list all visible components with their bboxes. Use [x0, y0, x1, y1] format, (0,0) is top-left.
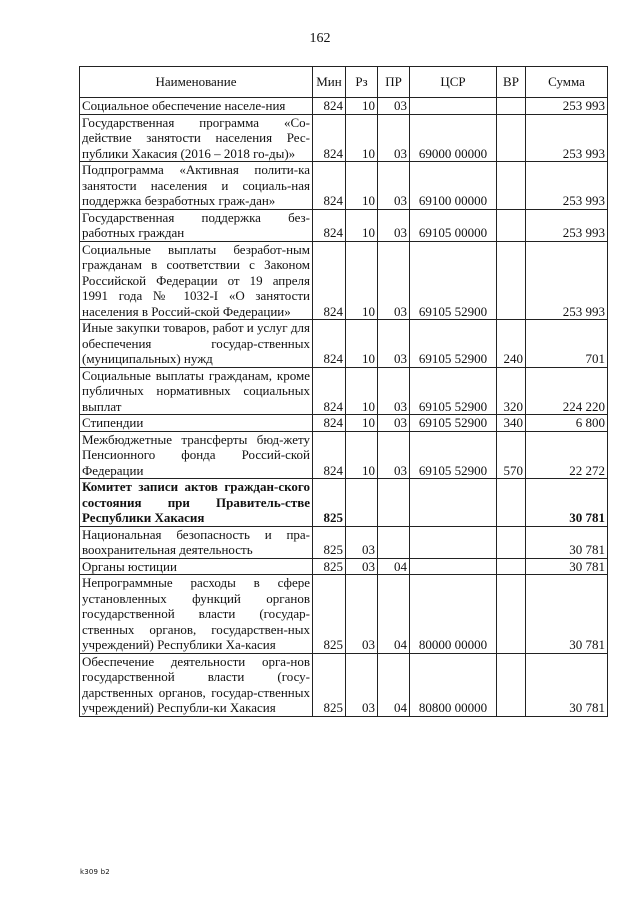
row-min: 824 [313, 114, 346, 162]
row-name: Национальная безопасность и пра-воохранительная деятельность [80, 526, 313, 558]
row-csr: 69105 52900 [410, 241, 497, 320]
row-rz: 03 [346, 558, 378, 575]
table-row [80, 367, 608, 415]
row-vr [497, 98, 526, 115]
row-vr [497, 653, 526, 716]
row-sum: 30 781 [526, 526, 608, 558]
row-name: Стипендии [80, 415, 313, 432]
row-min: 825 [313, 479, 346, 527]
row-sum: 253 993 [526, 241, 608, 320]
row-min: 824 [313, 98, 346, 115]
row-name: Иные закупки товаров, работ и услуг для обеспечения государ-ственных (муниципальных) нужд [80, 320, 313, 368]
row-sum: 22 272 [526, 431, 608, 479]
header-name: Наименование [80, 67, 313, 98]
row-pr: 03 [378, 415, 410, 432]
row-rz: 10 [346, 241, 378, 320]
row-rz: 10 [346, 431, 378, 479]
row-min: 824 [313, 367, 346, 415]
row-pr: 03 [378, 320, 410, 368]
row-rz: 10 [346, 114, 378, 162]
row-vr [497, 575, 526, 654]
row-csr: 80000 00000 [410, 575, 497, 654]
row-min: 825 [313, 558, 346, 575]
table-row [80, 209, 608, 241]
footer-code: k309 b2 [80, 868, 110, 876]
row-csr [410, 558, 497, 575]
row-name: Социальное обеспечение населе-ния [80, 98, 313, 115]
row-vr [497, 209, 526, 241]
row-sum: 701 [526, 320, 608, 368]
row-name: Государственная программа «Со-действие занятости населения Рес-публики Хакасия (2016 – 2018 го-ды)» [80, 114, 313, 162]
row-name: Непрограммные расходы в сфере установленных функций органов государственной власти (государ-ственных органов, государствен-ных учреждений) Республики Ха-касия [80, 575, 313, 654]
table-row [80, 320, 608, 368]
row-rz: 10 [346, 415, 378, 432]
row-name: Органы юстиции [80, 558, 313, 575]
header-pr: ПР [378, 67, 410, 98]
budget-table [79, 66, 608, 717]
row-pr [378, 526, 410, 558]
row-name: Социальные выплаты гражданам, кроме публичных нормативных социальных выплат [80, 367, 313, 415]
row-vr [497, 241, 526, 320]
row-pr: 03 [378, 114, 410, 162]
row-name: Межбюджетные трансферты бюд-жету Пенсионного фонда Россий-ской Федерации [80, 431, 313, 479]
row-min: 825 [313, 575, 346, 654]
table-row [80, 114, 608, 162]
row-pr: 04 [378, 558, 410, 575]
row-rz [346, 479, 378, 527]
table-row [80, 558, 608, 575]
row-pr: 04 [378, 653, 410, 716]
row-rz: 10 [346, 98, 378, 115]
row-min: 824 [313, 162, 346, 210]
table-row [80, 575, 608, 654]
row-pr: 03 [378, 431, 410, 479]
row-rz: 10 [346, 162, 378, 210]
row-sum: 253 993 [526, 162, 608, 210]
row-sum: 30 781 [526, 575, 608, 654]
row-rz: 03 [346, 526, 378, 558]
row-vr: 570 [497, 431, 526, 479]
row-csr: 69105 52900 [410, 415, 497, 432]
row-pr: 03 [378, 209, 410, 241]
row-sum: 6 800 [526, 415, 608, 432]
row-vr: 320 [497, 367, 526, 415]
row-name: Комитет записи актов граждан-ского состояния при Правитель-стве Республики Хакасия [80, 479, 313, 527]
row-vr [497, 162, 526, 210]
row-rz: 10 [346, 367, 378, 415]
row-vr [497, 558, 526, 575]
table-row [80, 653, 608, 716]
row-rz: 10 [346, 320, 378, 368]
row-rz: 10 [346, 209, 378, 241]
header-min: Мин [313, 67, 346, 98]
row-sum: 253 993 [526, 98, 608, 115]
row-min: 824 [313, 431, 346, 479]
table-row [80, 431, 608, 479]
row-name: Подпрограмма «Активная полити-ка занятости населения и социаль-ная поддержка безработных граж-дан» [80, 162, 313, 210]
row-min: 825 [313, 653, 346, 716]
header-sum: Сумма [526, 67, 608, 98]
row-name: Обеспечение деятельности орга-нов государственной власти (госу-дарственных органов, государ-ственных учреждений) Республи-ки Хакасия [80, 653, 313, 716]
header-rz: Рз [346, 67, 378, 98]
row-sum: 30 781 [526, 653, 608, 716]
row-vr [497, 526, 526, 558]
row-csr: 80800 00000 [410, 653, 497, 716]
row-pr: 03 [378, 241, 410, 320]
row-pr: 03 [378, 162, 410, 210]
row-rz: 03 [346, 653, 378, 716]
page-number: 162 [309, 31, 331, 46]
header-csr: ЦСР [410, 67, 497, 98]
table-row [80, 479, 608, 527]
row-min: 824 [313, 415, 346, 432]
table-row [80, 241, 608, 320]
row-csr: 69000 00000 [410, 114, 497, 162]
row-vr: 240 [497, 320, 526, 368]
row-csr: 69105 52900 [410, 320, 497, 368]
row-min: 824 [313, 209, 346, 241]
row-csr [410, 526, 497, 558]
row-vr [497, 479, 526, 527]
row-sum: 253 993 [526, 114, 608, 162]
table-row [80, 98, 608, 115]
row-pr: 04 [378, 575, 410, 654]
row-sum: 224 220 [526, 367, 608, 415]
row-min: 825 [313, 526, 346, 558]
row-csr: 69105 52900 [410, 431, 497, 479]
row-csr: 69105 00000 [410, 209, 497, 241]
row-pr: 03 [378, 98, 410, 115]
row-sum: 30 781 [526, 558, 608, 575]
row-min: 824 [313, 241, 346, 320]
row-sum: 30 781 [526, 479, 608, 527]
row-pr [378, 479, 410, 527]
row-vr: 340 [497, 415, 526, 432]
table-header-row [80, 67, 608, 98]
table-row [80, 526, 608, 558]
row-rz: 03 [346, 575, 378, 654]
header-vr: ВР [497, 67, 526, 98]
row-min: 824 [313, 320, 346, 368]
table-row [80, 162, 608, 210]
row-vr [497, 114, 526, 162]
row-csr: 69105 52900 [410, 367, 497, 415]
row-name: Социальные выплаты безработ-ным гражданам в соответствии с Законом Российской Федерации от 19 апреля 1991 года № 1032-I «О занятости населения в Россий-ской Федерации» [80, 241, 313, 320]
row-name: Государственная поддержка без-работных граждан [80, 209, 313, 241]
row-sum: 253 993 [526, 209, 608, 241]
row-pr: 03 [378, 367, 410, 415]
row-csr [410, 479, 497, 527]
row-csr [410, 98, 497, 115]
table-row [80, 415, 608, 432]
row-csr: 69100 00000 [410, 162, 497, 210]
